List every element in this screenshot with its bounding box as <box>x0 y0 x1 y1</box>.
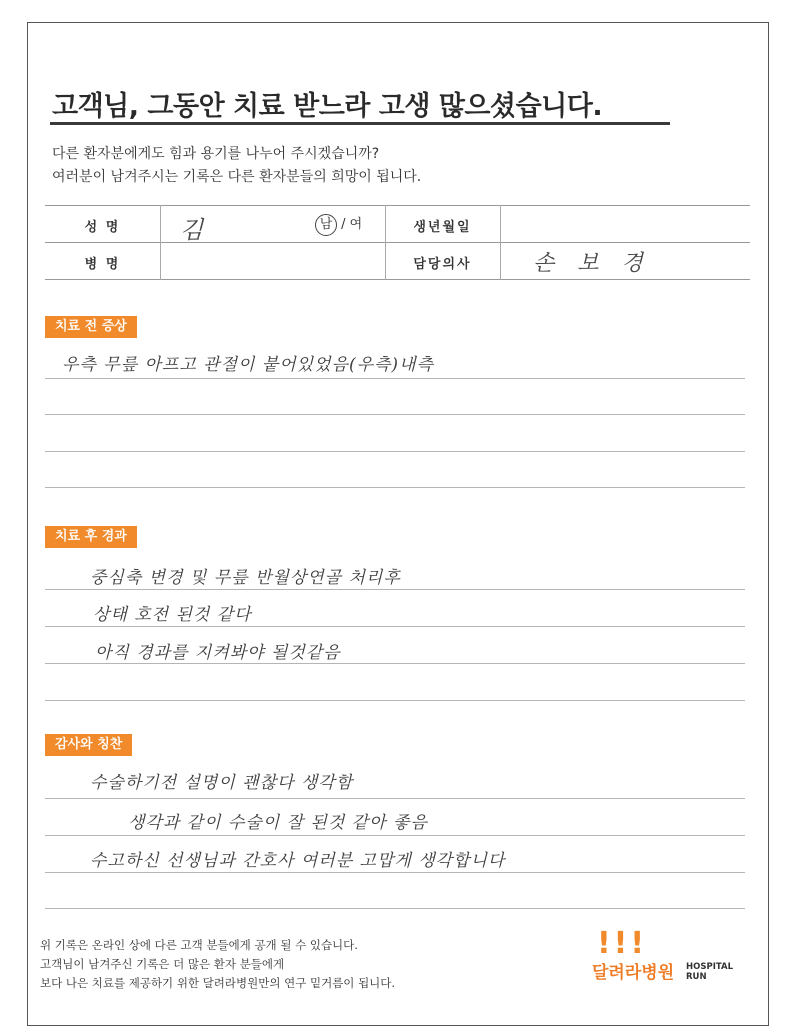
name-value[interactable]: 김 <box>180 216 204 244</box>
intro-line-2: 여러분이 남겨주시는 기록은 다른 환자분들의 희망이 됩니다. <box>52 169 422 185</box>
logo-en-line-2: RUN <box>686 972 707 982</box>
table-rule <box>45 205 750 206</box>
title-underline <box>50 122 670 125</box>
footer-line-1: 위 기록은 온라인 상에 다른 고객 분들에게 공개 될 수 있습니다. <box>40 938 358 952</box>
writing-rule <box>45 626 745 627</box>
gender-female-option[interactable]: / 여 <box>341 217 363 232</box>
section-thanks-tag: 감사와 칭찬 <box>45 734 132 756</box>
thanks-line-3[interactable]: 수고하신 선생님과 간호사 여러분 고맙게 생각합니다 <box>90 851 506 871</box>
section-before-tag: 치료 전 증상 <box>45 316 137 338</box>
writing-rule <box>45 378 745 379</box>
after-line-3[interactable]: 아직 경과를 지켜봐야 될것같음 <box>95 643 341 663</box>
intro-line-1: 다른 환자분에게도 힘과 용기를 나누어 주시겠습니까? <box>52 146 380 162</box>
writing-rule <box>45 872 745 873</box>
thanks-line-1[interactable]: 수술하기전 설명이 괜찮다 생각함 <box>90 773 354 793</box>
table-divider <box>160 205 161 280</box>
logo-english <box>686 962 733 982</box>
section-after-tag: 치료 후 경과 <box>45 526 137 548</box>
table-rule <box>45 279 750 280</box>
before-line-1[interactable]: 우측 무릎 아프고 관절이 붙어있었음(우측)내측 <box>62 355 434 375</box>
logo-en-line-1: HOSPITAL <box>686 962 733 972</box>
writing-rule <box>45 414 745 415</box>
footer-notice <box>40 936 395 993</box>
disease-label: 병 명 <box>84 257 121 272</box>
doctor-label: 담당의사 <box>413 257 472 272</box>
table-divider <box>500 205 501 280</box>
birth-label: 생년월일 <box>413 220 472 235</box>
after-line-1[interactable]: 중심축 변경 및 무릎 반월상연골 처리후 <box>90 568 401 588</box>
writing-rule <box>45 663 745 664</box>
gender-field[interactable] <box>315 213 362 236</box>
logo-marks-icon: !!! <box>597 926 648 961</box>
writing-rule <box>45 835 745 836</box>
table-rule <box>45 242 750 243</box>
patient-info-table <box>45 205 750 280</box>
writing-rule <box>45 487 745 488</box>
writing-rule <box>45 798 745 799</box>
hospital-logo <box>592 926 742 992</box>
after-line-2[interactable]: 상태 호전 된것 같다 <box>93 605 252 625</box>
gender-male-selected[interactable]: 남 <box>315 214 337 236</box>
footer-line-3: 보다 나은 치료를 제공하기 위한 달려라병원만의 연구 밑거름이 됩니다. <box>40 976 396 990</box>
logo-name: 달려라병원 <box>592 963 675 983</box>
writing-rule <box>45 589 745 590</box>
writing-rule <box>45 908 745 909</box>
thanks-line-2[interactable]: 생각과 같이 수술이 잘 된것 같아 좋음 <box>128 813 428 833</box>
writing-rule <box>45 451 745 452</box>
footer-line-2: 고객님이 남겨주신 기록은 더 많은 환자 분들에게 <box>40 957 285 971</box>
name-label: 성 명 <box>84 220 121 235</box>
page-title: 고객님, 그동안 치료 받느라 고생 많으셨습니다. <box>52 91 603 122</box>
doctor-value[interactable]: 손 보 경 <box>533 251 651 276</box>
writing-rule <box>45 700 745 701</box>
